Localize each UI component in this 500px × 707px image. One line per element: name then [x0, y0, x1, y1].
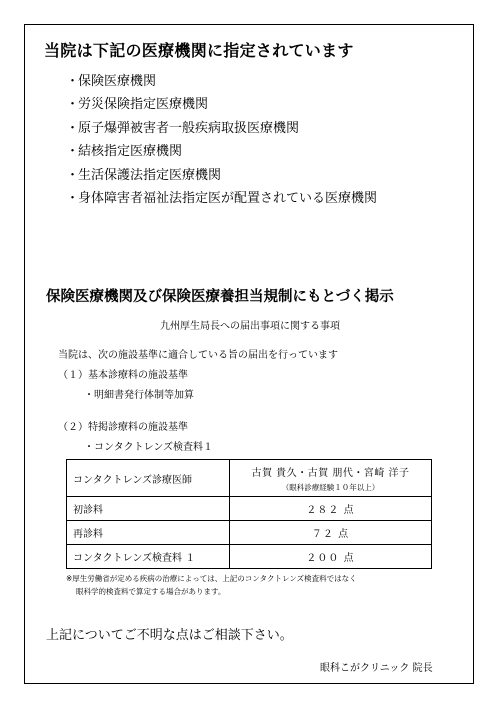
bullet-icon: ・ [66, 167, 80, 183]
experience-note: （眼科診療経験１０年以上） [281, 482, 380, 492]
table-row [67, 497, 432, 521]
fee-label: 初診料 [67, 497, 230, 521]
table-row [67, 545, 432, 569]
intro-text: 当院は、次の施設基準に適合している旨の届出を行っています [58, 350, 338, 361]
designation-title: 当院は下記の医療機関に指定されています [44, 41, 354, 60]
insurance-notice-title: 保険医療機関及び保険医療養担当規制にもとづく掲示 [46, 289, 394, 305]
designation-list [66, 70, 377, 210]
doctor-label: コンタクトレンズ診療医師 [67, 460, 230, 497]
doctor-names: 古賀 貴久・古賀 朋代・宮崎 洋子 [251, 467, 410, 479]
list-item [66, 187, 377, 210]
list-item-label: 労災保険指定医療機関 [78, 97, 209, 113]
fee-value: ２００ 点 [230, 545, 432, 569]
list-item-label: 生活保護法指定医療機関 [78, 167, 222, 183]
footnote-line-2: 眼科学的検査料で算定する場合があります。 [76, 587, 226, 596]
list-item [66, 140, 377, 163]
closing-text: 上記についてご不明な点はご相談下さい。 [46, 628, 293, 643]
list-item [66, 117, 377, 140]
fee-value: ７２ 点 [230, 521, 432, 545]
list-item [66, 70, 377, 93]
clinic-signature: 眼科こがクリニック 院長 [320, 663, 433, 674]
bullet-icon: ・ [66, 191, 80, 207]
list-item-label: 原子爆弾被害者一般疾病取扱医療機関 [78, 120, 300, 136]
basic-fee-heading: （１）基本診療料の施設基準 [58, 370, 188, 381]
footnote-line-1: ※厚生労働省が定める疾病の治療によっては、上記のコンタクトレンズ検査料ではなく [66, 574, 357, 583]
table-row [67, 460, 432, 497]
bullet-icon: ・ [66, 74, 80, 89]
list-item-label: 結核指定医療機関 [78, 144, 183, 160]
special-fee-detail: ・コンタクトレンズ検査料１ [84, 442, 214, 453]
special-fee-heading: （２）特掲診療料の施設基準 [58, 422, 188, 433]
bullet-icon: ・ [66, 144, 80, 160]
fee-label: コンタクトレンズ検査料 １ [67, 545, 230, 569]
bullet-icon: ・ [66, 97, 80, 113]
fee-value: ２８２ 点 [230, 497, 432, 521]
list-item [66, 164, 377, 187]
doctor-cell [230, 460, 432, 497]
list-item-label: 保険医療機関 [78, 74, 157, 89]
table-row [67, 521, 432, 545]
basic-fee-detail: ・明細書発行体制等加算 [84, 390, 194, 401]
bullet-icon: ・ [66, 120, 80, 136]
list-item-label: 身体障害者福祉法指定医が配置されている医療機関 [78, 191, 378, 207]
notice-subtitle: 九州厚生局長への届出事項に関する事項 [160, 321, 340, 332]
fee-table [66, 459, 432, 569]
list-item [66, 93, 377, 116]
fee-label: 再診料 [67, 521, 230, 545]
